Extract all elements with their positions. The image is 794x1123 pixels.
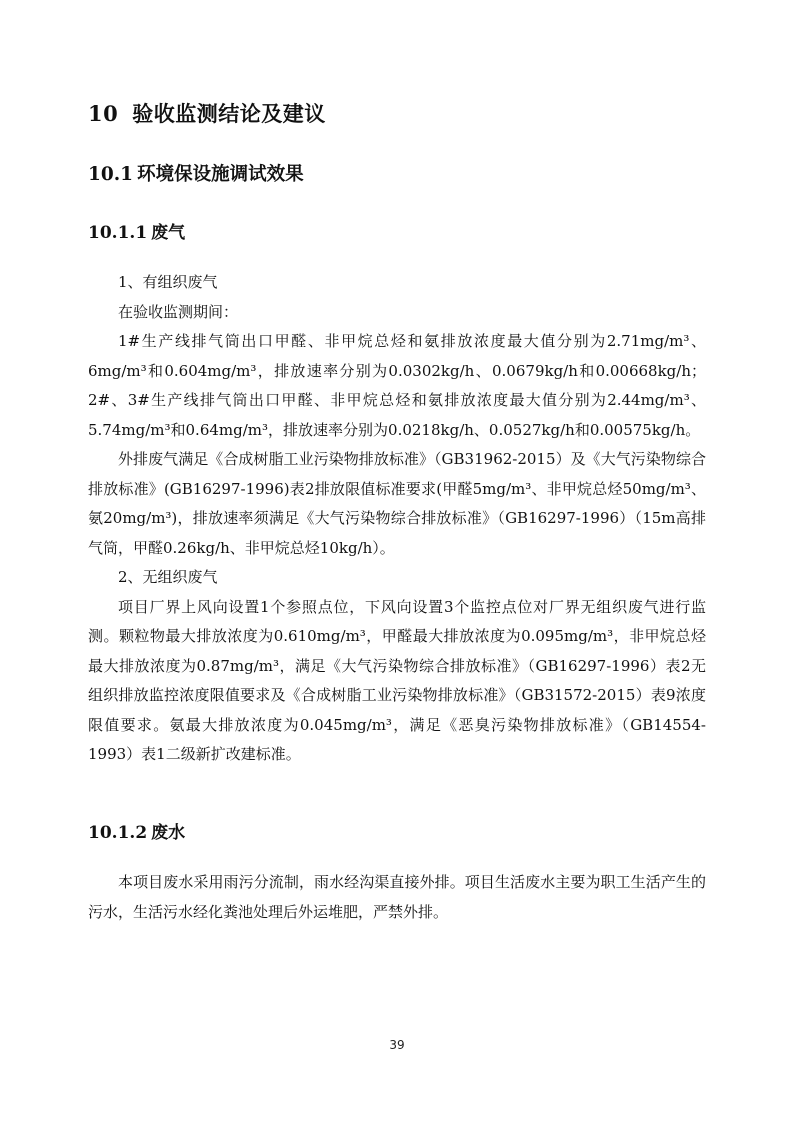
chapter-heading [88,98,326,128]
water-body [88,868,706,927]
page-number: 39 [389,1038,405,1052]
subsection-heading-gas [88,218,185,243]
paragraph-fugitive-heading: 2、无组织废气 [118,568,218,586]
paragraph-organized-results: 1#生产线排气筒出口甲醛、非甲烷总烃和氨排放浓度最大值分别为2.71mg/m³、6mg/m³和0.604mg/m³，排放速率分别为0.0302kg/h、0.0679kg/h和0.00668kg/h；2#、3#生产线排气筒出口甲醛、非甲烷总烃和氨排放浓度最大值分别为2.44mg/m³、5.74mg/m³和0.64mg/m³，排放速率分别为0.0218kg/h、0.0527kg/h和0.00575kg/h。 [88,332,706,439]
paragraph-fugitive-results: 项目厂界上风向设置1个参照点位，下风向设置3个监控点位对厂界无组织废气进行监测。颗粒物最大排放浓度为0.610mg/m³，甲醛最大排放浓度为0.095mg/m³，非甲烷总烃最大排放浓度为0.87mg/m³，满足《大气污染物综合排放标准》（GB16297-1996）表2无组织排放监控浓度限值要求及《合成树脂工业污染物排放标准》（GB31572-2015）表9浓度限值要求。氨最大排放浓度为0.045mg/m³，满足《恶臭污染物排放标准》（GB14554-1993）表1二级新扩改建标准。 [88,597,706,763]
subsection-number: 10.1.2 [88,823,148,843]
subsection-heading-water [88,818,185,843]
section-number: 10.1 [88,164,134,185]
chapter-number: 10 [88,101,119,126]
section-title: 环境保设施调试效果 [137,164,304,185]
gas-body [88,268,706,770]
paragraph-monitoring-period: 在验收监测期间： [118,302,239,321]
subsection-number: 10.1.1 [88,223,148,243]
subsection-title: 废气 [151,223,186,243]
chapter-title: 验收监测结论及建议 [132,101,326,126]
paragraph-organized-standards: 外排废气满足《合成树脂工业污染物排放标准》（GB31962-2015）及《大气污染物综合排放标准》(GB16297-1996)表2排放限值标准要求(甲醛5mg/m³、非甲烷总烃50mg/m³、氨20mg/m³)，排放速率须满足《大气污染物综合排放标准》（GB16297-1996）（15m高排气筒，甲醛0.26kg/h、非甲烷总烃10kg/h）。 [88,450,706,557]
section-heading [88,160,304,186]
paragraph-wastewater: 本项目废水采用雨污分流制，雨水经沟渠直接外排。项目生活废水主要为职工生活产生的污水，生活污水经化粪池处理后外运堆肥，严禁外排。 [88,873,706,921]
paragraph-organized-heading: 1、有组织废气 [118,273,218,291]
subsection-title: 废水 [151,823,186,843]
